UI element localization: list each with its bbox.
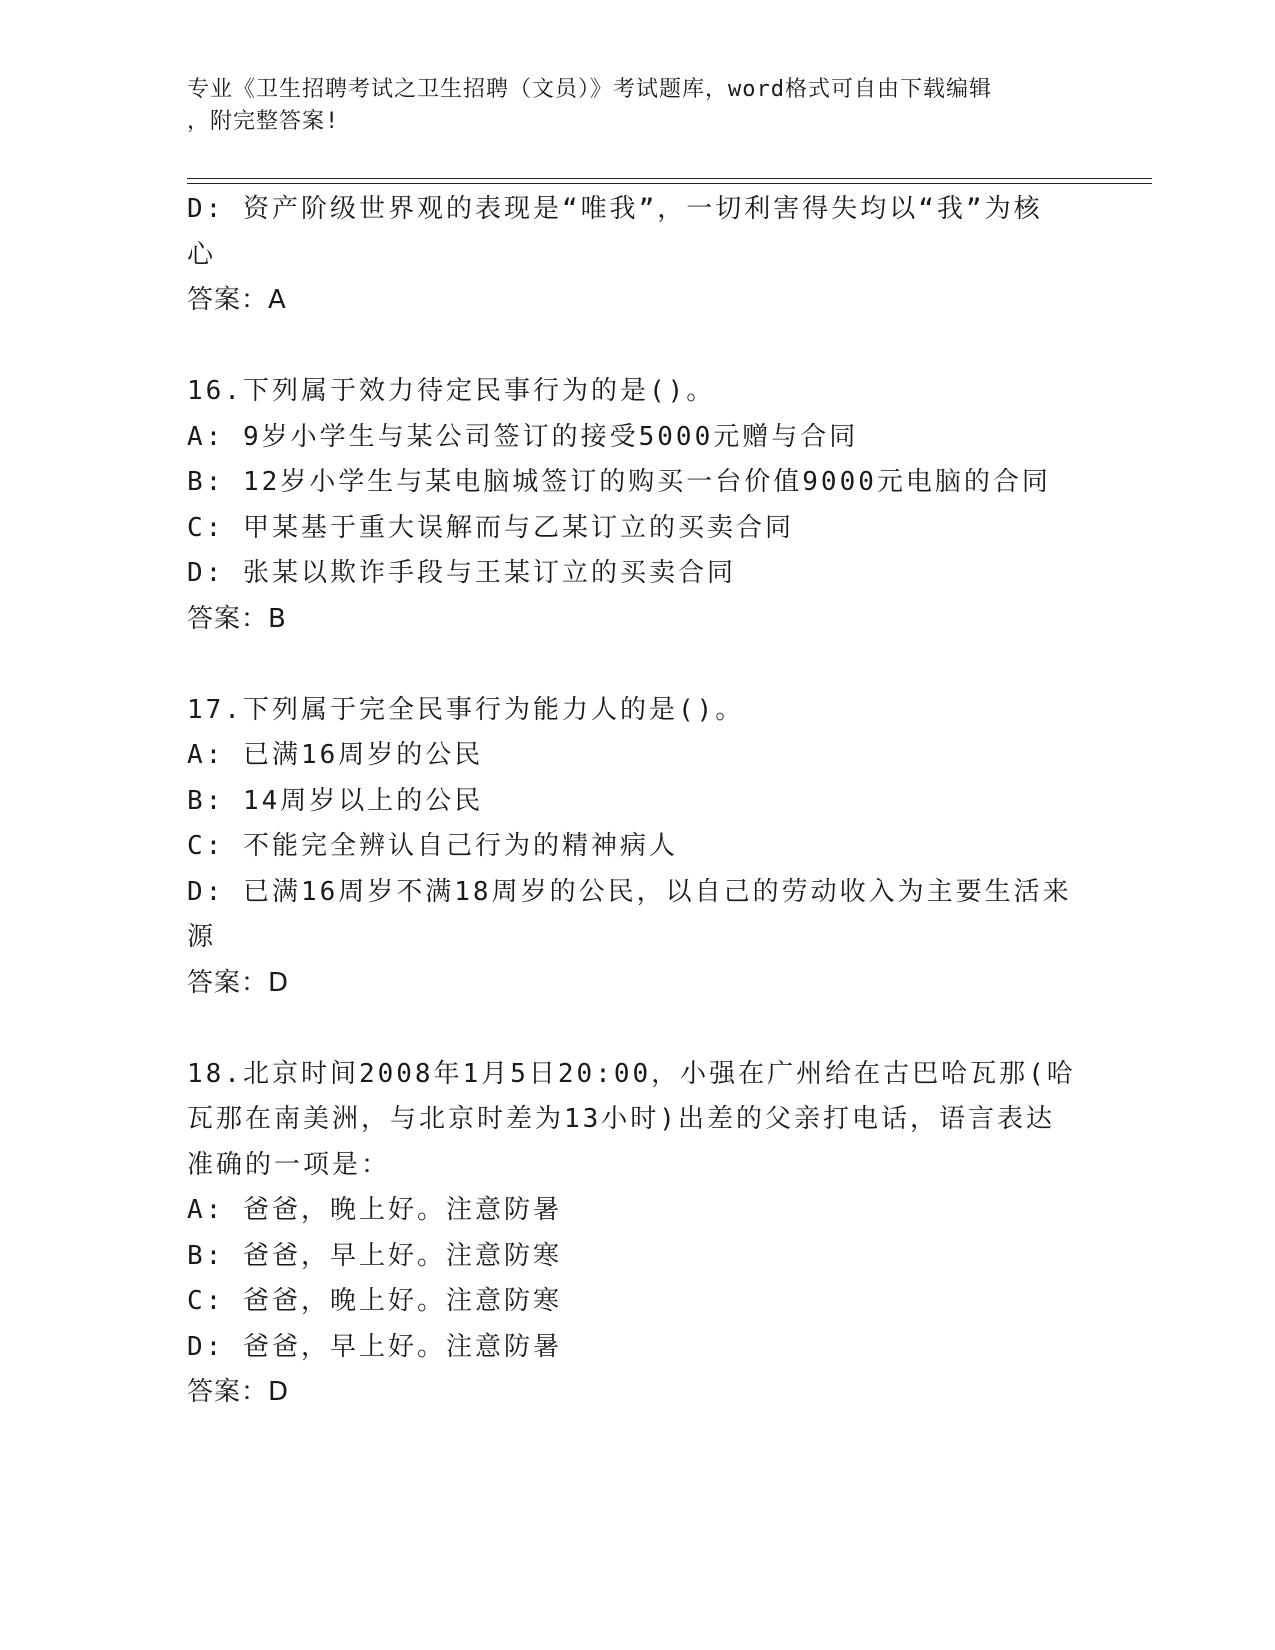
header-line-2: ，附完整答案!	[187, 109, 340, 134]
option-c: C: 甲某基于重大误解而与乙某订立的买卖合同	[187, 512, 794, 543]
header-rule-top	[187, 178, 1152, 179]
question-stem-continued: 瓦那在南美洲，与北京时差为13小时)出差的父亲打电话，语言表达	[187, 1104, 1055, 1134]
question-stem: 18.北京时间2008年1月5日20:00，小强在广州给在古巴哈瓦那(哈	[187, 1058, 1076, 1089]
document-header	[187, 74, 1067, 138]
option-d-continued: 心	[187, 239, 217, 270]
question-block-18	[187, 1052, 1087, 1416]
document-body	[187, 187, 1087, 1416]
question-block-17	[187, 688, 1087, 1007]
option-b: B: 爸爸，早上好。注意防寒	[187, 1240, 562, 1271]
spacer	[187, 642, 1087, 688]
option-b: B: 14周岁以上的公民	[187, 785, 484, 816]
question-block-16	[187, 369, 1087, 642]
option-a: A: 已满16周岁的公民	[187, 740, 484, 770]
option-d: D: 已满16周岁不满18周岁的公民，以自己的劳动收入为主要生活来	[187, 876, 1072, 907]
spacer	[187, 1006, 1087, 1052]
question-block-previous	[187, 187, 1087, 324]
answer-line: 答案：D	[187, 1377, 290, 1407]
spacer	[187, 324, 1087, 370]
option-a: A: 9岁小学生与某公司签订的接受5000元赠与合同	[187, 421, 859, 452]
answer-line: 答案：B	[187, 603, 287, 634]
option-a: A: 爸爸，晚上好。注意防暑	[187, 1195, 562, 1225]
header-line-1: 专业《卫生招聘考试之卫生招聘（文员）》考试题库，word格式可自由下载编辑	[187, 77, 992, 102]
option-d: D: 张某以欺诈手段与王某订立的买卖合同	[187, 558, 736, 588]
option-d: D: 资产阶级世界观的表现是“唯我”，一切利害得失均以“我”为核	[187, 194, 1043, 224]
answer-line: 答案：D	[187, 967, 290, 998]
question-stem: 17.下列属于完全民事行为能力人的是()。	[187, 694, 745, 725]
option-c: C: 爸爸，晚上好。注意防寒	[187, 1286, 562, 1316]
option-d-continued: 源	[187, 922, 217, 952]
option-d: D: 爸爸，早上好。注意防暑	[187, 1331, 562, 1362]
header-rule-bottom	[187, 183, 1152, 184]
question-stem: 16.下列属于效力待定民事行为的是()。	[187, 376, 716, 406]
question-stem-continued: 准确的一项是：	[187, 1149, 391, 1180]
option-b: B: 12岁小学生与某电脑城签订的购买一台价值9000元电脑的合同	[187, 467, 1051, 497]
option-c: C: 不能完全辨认自己行为的精神病人	[187, 831, 678, 861]
answer-line: 答案：A	[187, 285, 287, 315]
